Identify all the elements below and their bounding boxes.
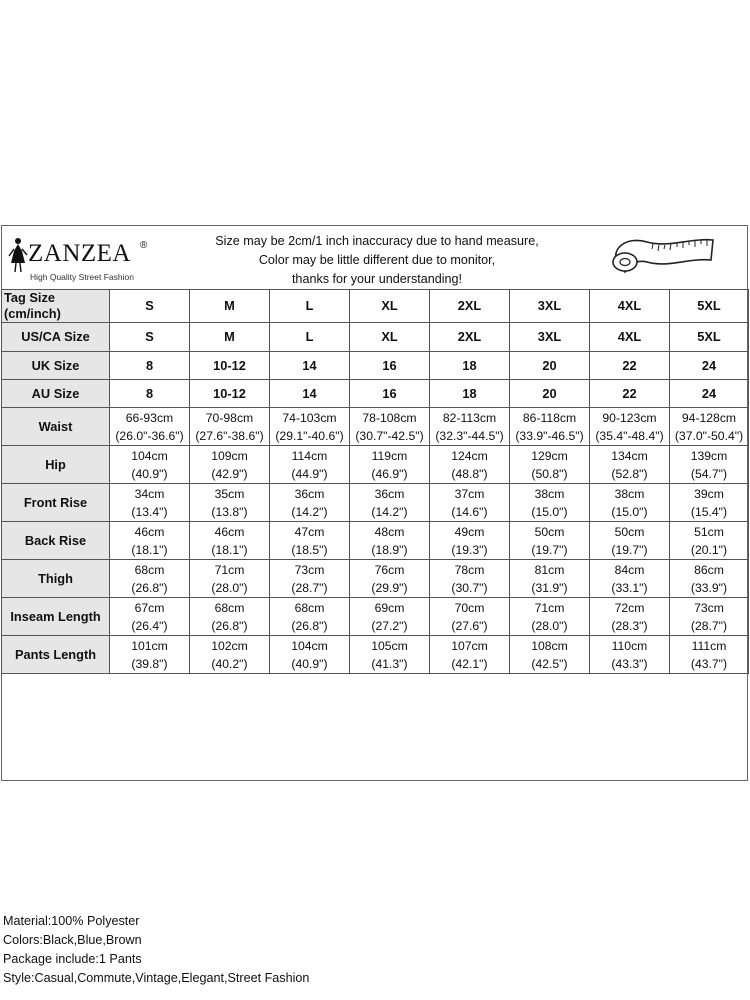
inch-value: (43.3")	[611, 656, 648, 671]
cm-value: 38cm	[534, 486, 565, 501]
size-cell: 18	[430, 380, 510, 408]
cm-value: 94-128cm	[681, 410, 737, 425]
row-label: AU Size	[2, 380, 110, 408]
size-cell: L	[270, 323, 350, 352]
cm-value: 68cm	[294, 600, 325, 615]
measurement-cell	[190, 446, 270, 484]
cm-value: 104cm	[291, 638, 328, 653]
measurement-cell	[510, 522, 590, 560]
size-cell: 5XL	[670, 290, 749, 323]
measurement-cell	[510, 484, 590, 522]
cm-value: 69cm	[374, 600, 405, 615]
cm-value: 38cm	[614, 486, 645, 501]
size-chart-frame	[1, 225, 748, 985]
brand-name: ZANZEA	[28, 240, 131, 267]
size-cell: 20	[510, 380, 590, 408]
cm-value: 102cm	[211, 638, 248, 653]
inch-value: (26.0"-36.6")	[115, 428, 184, 443]
measurement-row	[2, 484, 749, 522]
material-line: Material:100% Polyester	[3, 914, 140, 928]
cm-value: 50cm	[614, 524, 645, 539]
cm-value: 108cm	[531, 638, 568, 653]
measurement-cell	[350, 408, 430, 446]
cm-value: 48cm	[374, 524, 405, 539]
size-cell: 22	[590, 380, 670, 408]
size-cell: 16	[350, 352, 430, 380]
inch-value: (50.8")	[531, 466, 568, 481]
size-cell: 20	[510, 352, 590, 380]
inch-value: (28.3")	[611, 618, 648, 633]
measurement-cell	[590, 522, 670, 560]
inch-value: (33.9"-46.5")	[515, 428, 584, 443]
measurement-cell	[190, 560, 270, 598]
cm-value: 51cm	[694, 524, 724, 539]
chart-header	[2, 226, 747, 290]
inch-value: (42.9")	[211, 466, 248, 481]
cm-value: 36cm	[374, 486, 405, 501]
cm-value: 114cm	[291, 448, 328, 463]
us-ca-size-row	[2, 323, 749, 352]
size-cell: 24	[670, 352, 749, 380]
cm-value: 71cm	[214, 562, 245, 577]
notice-line: Color may be little different due to monitor,	[258, 253, 496, 267]
cm-value: 74-103cm	[282, 410, 337, 425]
inch-value: (26.4")	[131, 618, 168, 633]
inch-value: (26.8")	[131, 580, 168, 595]
measurement-cell	[430, 560, 510, 598]
inch-value: (28.7")	[690, 618, 728, 633]
size-cell: 24	[670, 380, 749, 408]
measurement-cell	[510, 636, 590, 674]
measurement-cell	[510, 446, 590, 484]
row-label: Hip	[2, 446, 110, 484]
size-cell: 10-12	[190, 380, 270, 408]
cm-value: 86cm	[694, 562, 724, 577]
cm-value: 109cm	[211, 448, 248, 463]
size-cell: S	[110, 323, 190, 352]
cm-value: 67cm	[134, 600, 165, 615]
row-label: Waist	[2, 408, 110, 446]
product-details	[3, 912, 309, 988]
inch-value: (37.0"-50.4")	[674, 428, 744, 443]
size-cell: 4XL	[590, 290, 670, 323]
measurement-cell	[270, 598, 350, 636]
inch-value: (15.0")	[611, 504, 648, 519]
measurement-cell	[590, 446, 670, 484]
measurement-cell	[190, 598, 270, 636]
inch-value: (15.4")	[690, 504, 728, 519]
measurement-row	[2, 522, 749, 560]
inch-value: (41.3")	[371, 656, 408, 671]
measurement-cell	[270, 484, 350, 522]
size-cell: 14	[270, 352, 350, 380]
cm-value: 50cm	[534, 524, 565, 539]
inch-value: (46.9")	[371, 466, 408, 481]
inch-value: (35.4"-48.4")	[595, 428, 664, 443]
measurement-cell	[190, 636, 270, 674]
measurement-cell	[110, 598, 190, 636]
woman-silhouette-icon	[8, 237, 28, 273]
measurement-cell	[590, 636, 670, 674]
inch-value: (28.7")	[291, 580, 328, 595]
cm-value: 101cm	[131, 638, 168, 653]
size-cell: 14	[270, 380, 350, 408]
row-label: Inseam Length	[2, 598, 110, 636]
inch-value: (14.2")	[371, 504, 408, 519]
inch-value: (31.9")	[531, 580, 568, 595]
measurement-cell	[350, 560, 430, 598]
package-line: Package include:1 Pants	[3, 952, 142, 966]
measurement-row	[2, 408, 749, 446]
cm-value: 49cm	[454, 524, 485, 539]
measurement-cell	[270, 560, 350, 598]
inch-value: (14.6")	[451, 504, 488, 519]
measurement-cell	[270, 636, 350, 674]
measurement-cell	[430, 598, 510, 636]
cm-value: 39cm	[694, 486, 724, 501]
inch-value: (42.1")	[451, 656, 488, 671]
measurement-row	[2, 560, 749, 598]
cm-value: 73cm	[694, 600, 724, 615]
inch-value: (18.1")	[211, 542, 248, 557]
inch-value: (28.0")	[211, 580, 248, 595]
cm-value: 72cm	[614, 600, 645, 615]
colors-line: Colors:Black,Blue,Brown	[3, 933, 142, 947]
inch-value: (28.0")	[531, 618, 568, 633]
measurement-cell	[190, 484, 270, 522]
row-label: Pants Length	[2, 636, 110, 674]
inch-value: (19.7")	[611, 542, 648, 557]
measurement-cell	[590, 408, 670, 446]
row-label: Tag Size (cm/inch)	[2, 290, 110, 323]
cm-value: 68cm	[214, 600, 245, 615]
measurement-cell	[110, 484, 190, 522]
cm-value: 78-108cm	[362, 410, 417, 425]
inch-value: (19.7")	[531, 542, 568, 557]
inch-value: (40.9")	[131, 466, 168, 481]
cm-value: 110cm	[611, 638, 648, 653]
inch-value: (29.9")	[371, 580, 408, 595]
measurement-cell	[670, 560, 749, 598]
inch-value: (33.9")	[690, 580, 728, 595]
row-label: US/CA Size	[2, 323, 110, 352]
inch-value: (32.3"-44.5")	[435, 428, 504, 443]
measurement-cell	[270, 446, 350, 484]
measurement-cell	[270, 408, 350, 446]
size-cell: 16	[350, 380, 430, 408]
size-cell: 3XL	[510, 290, 590, 323]
inch-value: (13.8")	[211, 504, 248, 519]
cm-value: 107cm	[451, 638, 488, 653]
measurement-cell	[110, 636, 190, 674]
cm-value: 124cm	[451, 448, 488, 463]
inch-value: (33.1")	[611, 580, 648, 595]
inch-value: (40.2")	[211, 656, 248, 671]
row-label: Thigh	[2, 560, 110, 598]
size-cell: M	[190, 290, 270, 323]
cm-value: 119cm	[371, 448, 408, 463]
size-cell: 10-12	[190, 352, 270, 380]
inch-value: (54.7")	[690, 466, 728, 481]
cm-value: 47cm	[294, 524, 325, 539]
cm-value: 82-113cm	[442, 410, 497, 425]
row-label: Back Rise	[2, 522, 110, 560]
inch-value: (15.0")	[531, 504, 568, 519]
inch-value: (27.6")	[451, 618, 488, 633]
measurement-cell	[670, 408, 749, 446]
cm-value: 81cm	[534, 562, 565, 577]
inch-value: (40.9")	[291, 656, 328, 671]
inch-value: (27.2")	[371, 618, 408, 633]
inch-value: (26.8")	[291, 618, 328, 633]
measurement-cell	[430, 636, 510, 674]
measurement-cell	[670, 636, 749, 674]
cm-value: 73cm	[294, 562, 325, 577]
size-cell: L	[270, 290, 350, 323]
cm-value: 71cm	[534, 600, 565, 615]
inch-value: (43.7")	[690, 656, 728, 671]
measurement-cell	[430, 522, 510, 560]
inch-value: (13.4")	[131, 504, 168, 519]
measurement-cell	[190, 408, 270, 446]
measurement-cell	[350, 484, 430, 522]
brand-logo	[8, 234, 158, 286]
row-label: Front Rise	[2, 484, 110, 522]
cm-value: 34cm	[134, 486, 165, 501]
cm-value: 70-98cm	[205, 410, 254, 425]
size-cell: 4XL	[590, 323, 670, 352]
measurement-cell	[590, 598, 670, 636]
inch-value: (14.2")	[291, 504, 328, 519]
size-cell: 8	[110, 380, 190, 408]
size-cell: 2XL	[430, 323, 510, 352]
measurement-cell	[510, 408, 590, 446]
cm-value: 139cm	[690, 448, 728, 463]
size-cell: 5XL	[670, 323, 749, 352]
measurement-cell	[670, 522, 749, 560]
cm-value: 76cm	[374, 562, 405, 577]
cm-value: 70cm	[454, 600, 485, 615]
measurement-cell	[430, 446, 510, 484]
tag-size-row	[2, 290, 749, 323]
measurement-cell	[110, 522, 190, 560]
cm-value: 86-118cm	[522, 410, 577, 425]
measurement-notice	[182, 232, 572, 289]
inch-value: (27.6"-38.6")	[195, 428, 264, 443]
measurement-cell	[270, 522, 350, 560]
inch-value: (20.1")	[690, 542, 728, 557]
measurement-cell	[510, 560, 590, 598]
cm-value: 66-93cm	[125, 410, 174, 425]
measurement-cell	[670, 598, 749, 636]
brand-tagline: High Quality Street Fashion	[30, 272, 134, 282]
au-size-row	[2, 380, 749, 408]
inch-value: (18.9")	[371, 542, 408, 557]
cm-value: 78cm	[454, 562, 485, 577]
notice-line: Size may be 2cm/1 inch inaccuracy due to hand measure,	[215, 234, 539, 248]
size-cell: 22	[590, 352, 670, 380]
inch-value: (39.8")	[131, 656, 168, 671]
measurement-cell	[590, 484, 670, 522]
measurement-cell	[590, 560, 670, 598]
style-line: Style:Casual,Commute,Vintage,Elegant,Street Fashion	[3, 971, 310, 985]
inch-value: (30.7"-42.5")	[355, 428, 424, 443]
measurement-cell	[670, 484, 749, 522]
size-cell: XL	[350, 290, 430, 323]
cm-value: 36cm	[294, 486, 325, 501]
cm-value: 105cm	[371, 638, 408, 653]
inch-value: (19.3")	[451, 542, 488, 557]
cm-value: 37cm	[454, 486, 485, 501]
measuring-tape-icon	[607, 232, 717, 284]
cm-value: 46cm	[134, 524, 165, 539]
inch-value: (18.1")	[131, 542, 168, 557]
size-cell: 8	[110, 352, 190, 380]
measurement-cell	[430, 484, 510, 522]
measurement-cell	[350, 446, 430, 484]
size-cell: 3XL	[510, 323, 590, 352]
inch-value: (30.7")	[451, 580, 488, 595]
row-label: UK Size	[2, 352, 110, 380]
inch-value: (18.5")	[291, 542, 328, 557]
measurement-cell	[350, 636, 430, 674]
registered-mark: ®	[140, 240, 148, 251]
cm-value: 129cm	[531, 448, 568, 463]
cm-value: 111cm	[691, 638, 727, 653]
size-cell: 2XL	[430, 290, 510, 323]
measurement-row	[2, 446, 749, 484]
inch-value: (29.1"-40.6")	[275, 428, 344, 443]
cm-value: 35cm	[214, 486, 245, 501]
cm-value: 46cm	[214, 524, 245, 539]
cm-value: 68cm	[134, 562, 165, 577]
uk-size-row	[2, 352, 749, 380]
size-table	[1, 289, 749, 674]
cm-value: 134cm	[611, 448, 648, 463]
cm-value: 90-123cm	[602, 410, 657, 425]
measurement-cell	[510, 598, 590, 636]
size-cell: M	[190, 323, 270, 352]
measurement-cell	[430, 408, 510, 446]
measurement-cell	[110, 408, 190, 446]
measurement-cell	[190, 522, 270, 560]
measurement-cell	[110, 560, 190, 598]
cm-value: 104cm	[131, 448, 168, 463]
measurement-row	[2, 598, 749, 636]
measurement-row	[2, 636, 749, 674]
size-cell: XL	[350, 323, 430, 352]
cm-value: 84cm	[614, 562, 645, 577]
size-cell: 18	[430, 352, 510, 380]
measurement-cell	[350, 522, 430, 560]
measurement-cell	[670, 446, 749, 484]
inch-value: (48.8")	[451, 466, 488, 481]
measurement-cell	[350, 598, 430, 636]
inch-value: (42.5")	[531, 656, 568, 671]
size-cell: S	[110, 290, 190, 323]
notice-line: thanks for your understanding!	[291, 272, 463, 286]
inch-value: (52.8")	[611, 466, 648, 481]
inch-value: (26.8")	[211, 618, 248, 633]
inch-value: (44.9")	[291, 466, 328, 481]
measurement-cell	[110, 446, 190, 484]
